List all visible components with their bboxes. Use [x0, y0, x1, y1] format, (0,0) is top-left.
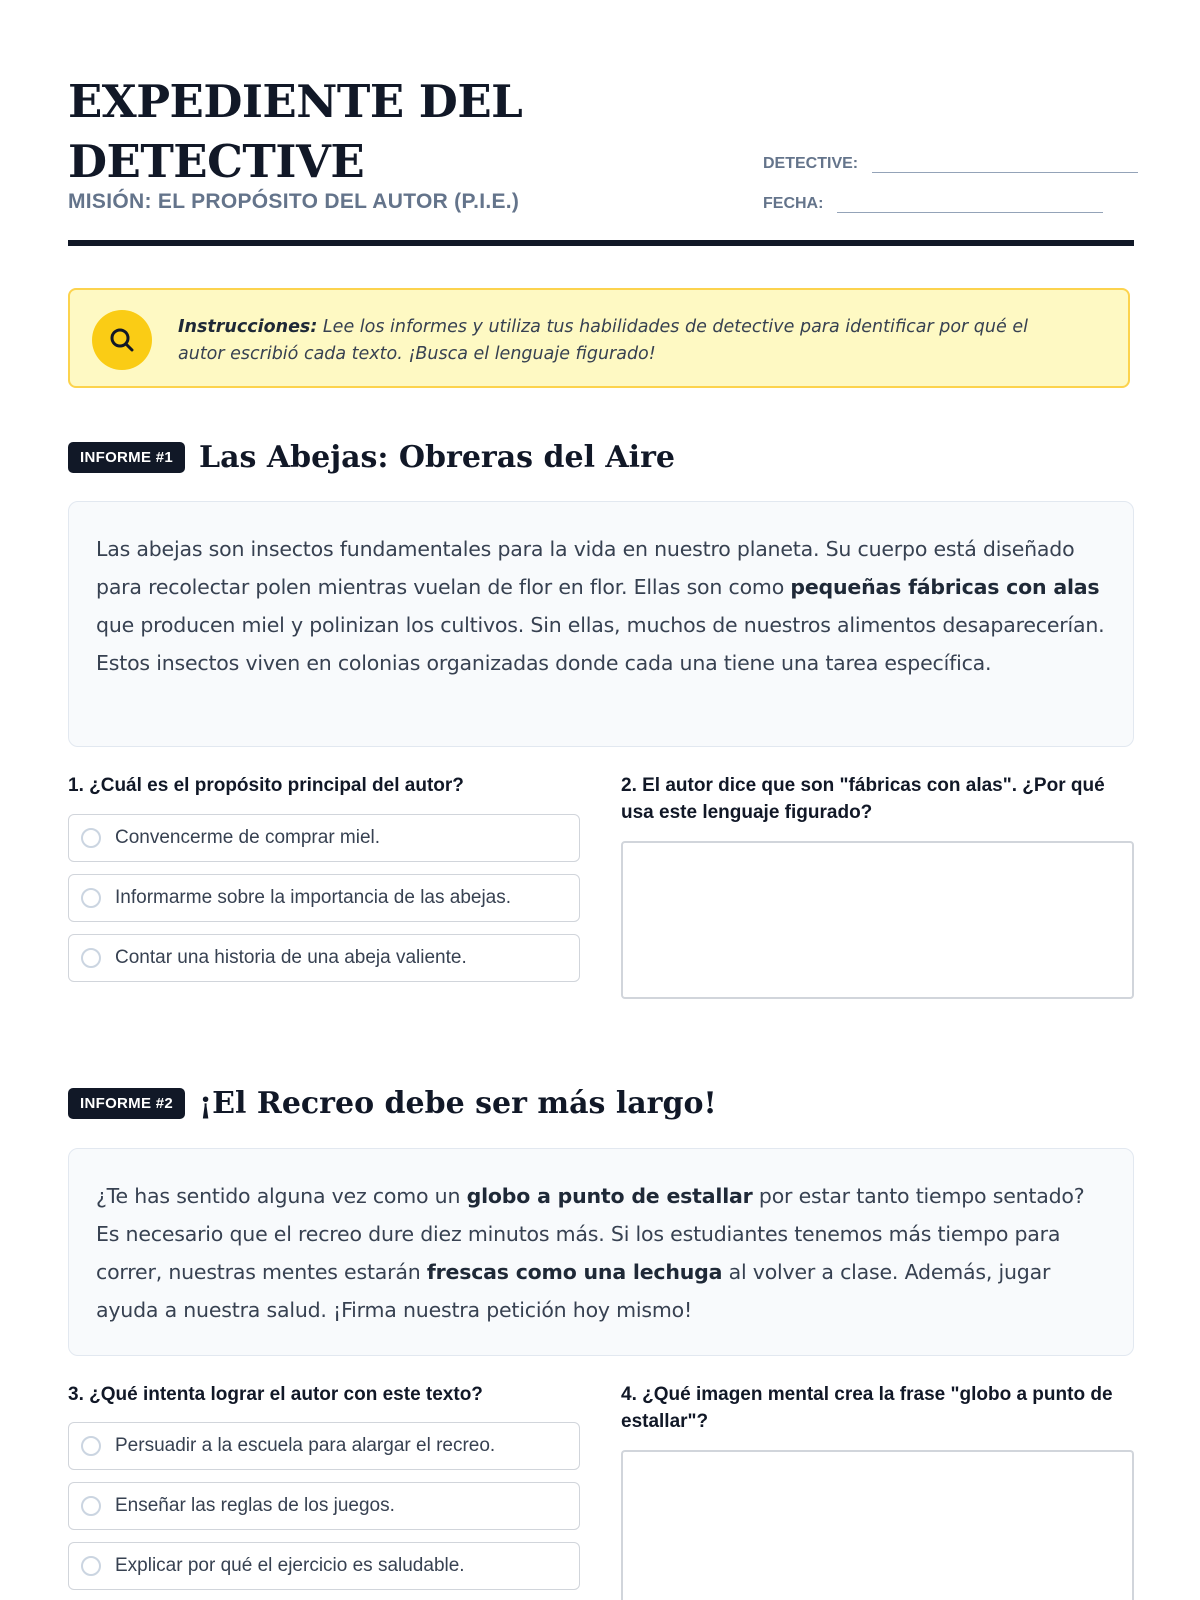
report-1-passage	[68, 501, 1134, 747]
radio-button[interactable]	[81, 828, 101, 848]
figurative-phrase: frescas como una lechuga	[426, 1260, 723, 1284]
question-2: 2. El autor dice que son "fábricas con alas". ¿Por qué usa este lenguaje figurado?	[621, 775, 1105, 823]
instructions-text	[178, 314, 1078, 368]
instructions-lead: Instrucciones:	[178, 317, 318, 337]
radio-button[interactable]	[81, 1436, 101, 1456]
question-4-answer-box[interactable]	[621, 1450, 1134, 1600]
question-4: 4. ¿Qué imagen mental crea la frase "globo a punto de estallar"?	[621, 1384, 1113, 1432]
report-2-header	[68, 1086, 717, 1121]
instructions-body: Lee los informes y utiliza tus habilidades de detective para identificar por qué el autor escribió cada texto. ¡Busca el lenguaje figurado!	[178, 317, 1028, 364]
option-label: Explicar por qué el ejercicio es saludable.	[115, 1555, 465, 1576]
question-3: 3. ¿Qué intenta lograr el autor con este texto?	[68, 1384, 483, 1405]
option-label: Enseñar las reglas de los juegos.	[115, 1495, 395, 1516]
date-line[interactable]	[837, 192, 1103, 213]
detective-label: DETECTIVE:	[763, 155, 859, 172]
passage-text: que producen miel y polinizan los cultivos. Sin ellas, muchos de nuestros alimentos desaparecerían. Estos insectos viven en colonias organizadas donde cada una tiene una tarea específica.	[96, 613, 1105, 675]
question-1: 1. ¿Cuál es el propósito principal del autor?	[68, 775, 464, 796]
title-line-2: DETECTIVE	[68, 135, 365, 188]
radio-button[interactable]	[81, 888, 101, 908]
figurative-phrase: globo a punto de estallar	[466, 1184, 753, 1208]
passage-text: al volver a clase. Además, jugar ayuda a nuestra salud. ¡Firma nuestra petición hoy mismo!	[96, 1260, 1051, 1322]
date-field	[763, 192, 1103, 213]
question-3-option-3[interactable]	[68, 1542, 580, 1590]
question-3-option-2[interactable]	[68, 1482, 580, 1530]
question-1-option-1[interactable]	[68, 814, 580, 862]
instructions-box	[68, 288, 1130, 388]
worksheet-header	[68, 0, 1134, 240]
question-1-option-3[interactable]	[68, 934, 580, 982]
passage-text: ¿Te has sentido alguna vez como un	[96, 1184, 467, 1208]
option-label: Persuadir a la escuela para alargar el recreo.	[115, 1435, 496, 1456]
worksheet-page	[68, 0, 1134, 1576]
title-line-1: EXPEDIENTE DEL	[68, 75, 523, 128]
report-1-title: Las Abejas: Obreras del Aire	[199, 440, 675, 475]
question-2-answer-box[interactable]	[621, 841, 1134, 999]
option-label: Contar una historia de una abeja valiente.	[115, 947, 467, 968]
search-icon	[92, 310, 152, 370]
report-2-title: ¡El Recreo debe ser más largo!	[199, 1086, 717, 1121]
question-1-option-2[interactable]	[68, 874, 580, 922]
option-label: Informarme sobre la importancia de las abejas.	[115, 887, 512, 908]
detective-name-line[interactable]	[872, 152, 1138, 173]
option-label: Convencerme de comprar miel.	[115, 827, 381, 848]
date-label: FECHA:	[763, 195, 824, 212]
page-subtitle: MISIÓN: EL PROPÓSITO DEL AUTOR (P.I.E.)	[68, 190, 520, 213]
header-divider	[68, 240, 1134, 246]
report-1-badge: INFORME #1	[68, 442, 185, 473]
report-2-passage	[68, 1148, 1134, 1356]
radio-button[interactable]	[81, 1496, 101, 1516]
page-title	[68, 72, 628, 192]
report-2-badge: INFORME #2	[68, 1088, 185, 1119]
detective-field	[763, 152, 1138, 173]
radio-button[interactable]	[81, 948, 101, 968]
passage-text: por estar tanto tiempo sentado? Es necesario que el recreo dure diez minutos más. Si los estudiantes tenemos más tiempo para correr, nuestras mentes estarán	[96, 1184, 1085, 1284]
report-1-header	[68, 440, 675, 475]
passage-text: Las abejas son insectos fundamentales para la vida en nuestro planeta. Su cuerpo está diseñado para recolectar polen mientras vuelan de flor en flor. Ellas son como	[96, 537, 1075, 599]
figurative-phrase: pequeñas fábricas con alas	[790, 575, 1100, 599]
question-3-option-1[interactable]	[68, 1422, 580, 1470]
radio-button[interactable]	[81, 1556, 101, 1576]
